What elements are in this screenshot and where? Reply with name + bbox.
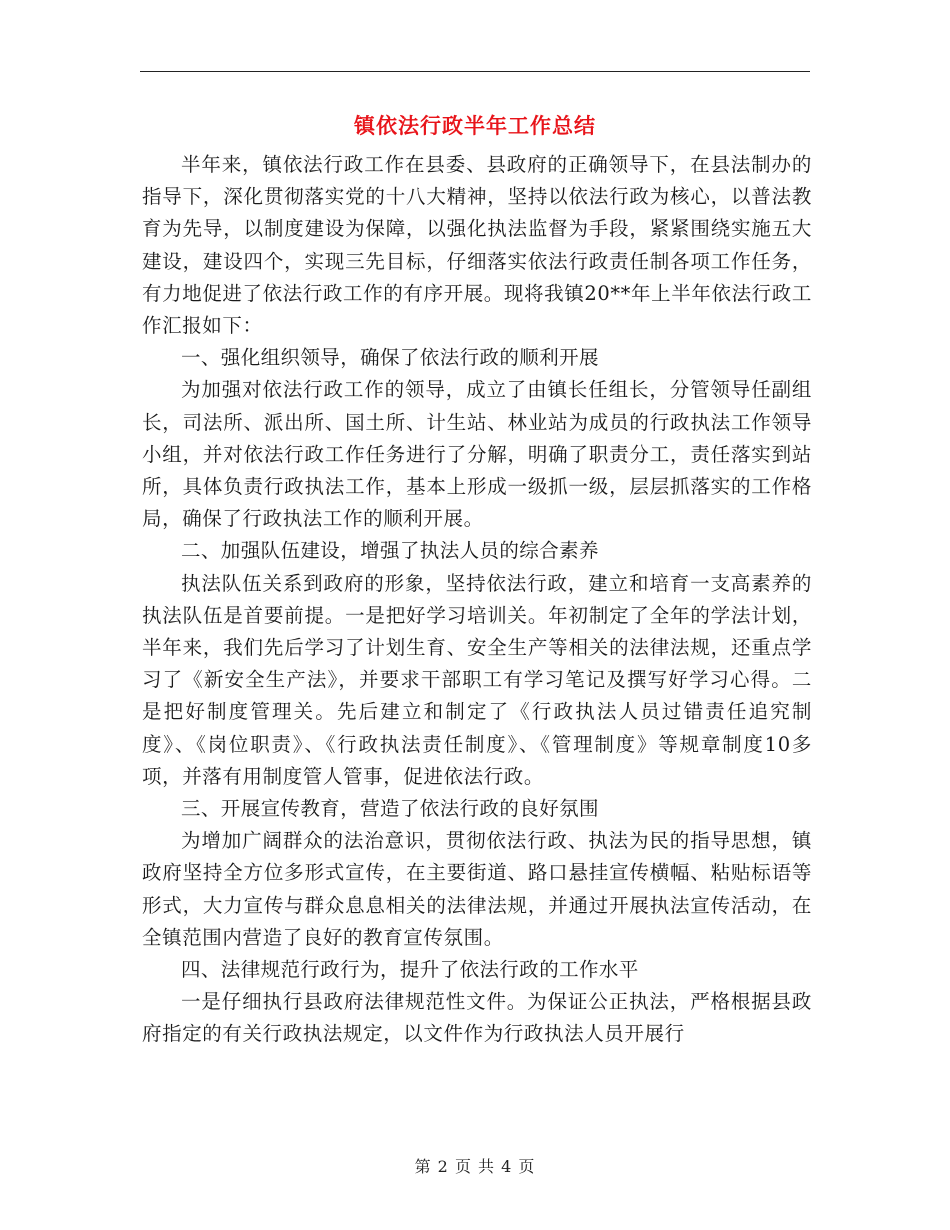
section-paragraph-1: 为加强对依法行政工作的领导，成立了由镇长任组长，分管领导任副组长，司法所、派出所、国土所、计生站、林业站为成员的行政执法工作领导小组，并对依法行政工作任务进行了分解，明确了职责分工，责任落实到站所，具体负责行政执法工作，基本上形成一级抓一级，层层抓落实的工作格局，确保了行政执法工作的顺利开展。 — [142, 378, 812, 531]
intro-paragraph: 半年来，镇依法行政工作在县委、县政府的正确领导下，在县法制办的指导下，深化贯彻落实党的十八大精神，坚持以依法行政为核心，以普法教育为先导，以制度建设为保障，以强化执法监督为手段，紧紧围绕实施五大建设，建设四个，实现三先目标，仔细落实依法行政责任制各项工作任务，有力地促进了依法行政工作的有序开展。现将我镇20**年上半年依法行政工作汇报如下： — [142, 153, 812, 338]
page-number: 第 2 页 共 4 页 — [414, 1157, 536, 1176]
section-heading-3: 三、开展宣传教育，营造了依法行政的良好氛围 — [181, 797, 599, 821]
section-heading-1: 一、强化组织领导，确保了依法行政的顺利开展 — [181, 346, 599, 370]
document-title: 镇依法行政半年工作总结 — [354, 113, 596, 138]
section-paragraph-4: 一是仔细执行县政府法律规范性文件。为保证公正执法，严格根据县政府指定的有关行政执法规定，以文件作为行政执法人员开展行 — [142, 990, 812, 1046]
document-body — [142, 149, 812, 1051]
section-paragraph-2: 执法队伍关系到政府的形象，坚持依法行政，建立和培育一支高素养的执法队伍是首要前提。一是把好学习培训关。年初制定了全年的学法计划，半年来，我们先后学习了计划生育、安全生产等相关的法律法规，还重点学习了《新安全生产法》，并要求干部职工有学习笔记及撰写好学习心得。二是把好制度管理关。先后建立和制定了《行政执法人员过错责任追究制度》、《岗位职责》、《行政执法责任制度》、《管理制度》等规章制度10多项，并落有用制度管人管事，促进依法行政。 — [142, 571, 812, 788]
section-heading-2: 二、加强队伍建设，增强了执法人员的综合素养 — [181, 539, 599, 563]
section-paragraph-3: 为增加广阔群众的法治意识，贯彻依法行政、执法为民的指导思想，镇政府坚持全方位多形式宣传，在主要街道、路口悬挂宣传横幅、粘贴标语等形式，大力宣传与群众息息相关的法律法规，并通过开展执法宣传活动，在全镇范围内营造了良好的教育宣传氛围。 — [142, 829, 812, 949]
header-rule — [140, 71, 810, 72]
section-heading-4: 四、法律规范行政行为，提升了依法行政的工作水平 — [181, 958, 639, 982]
